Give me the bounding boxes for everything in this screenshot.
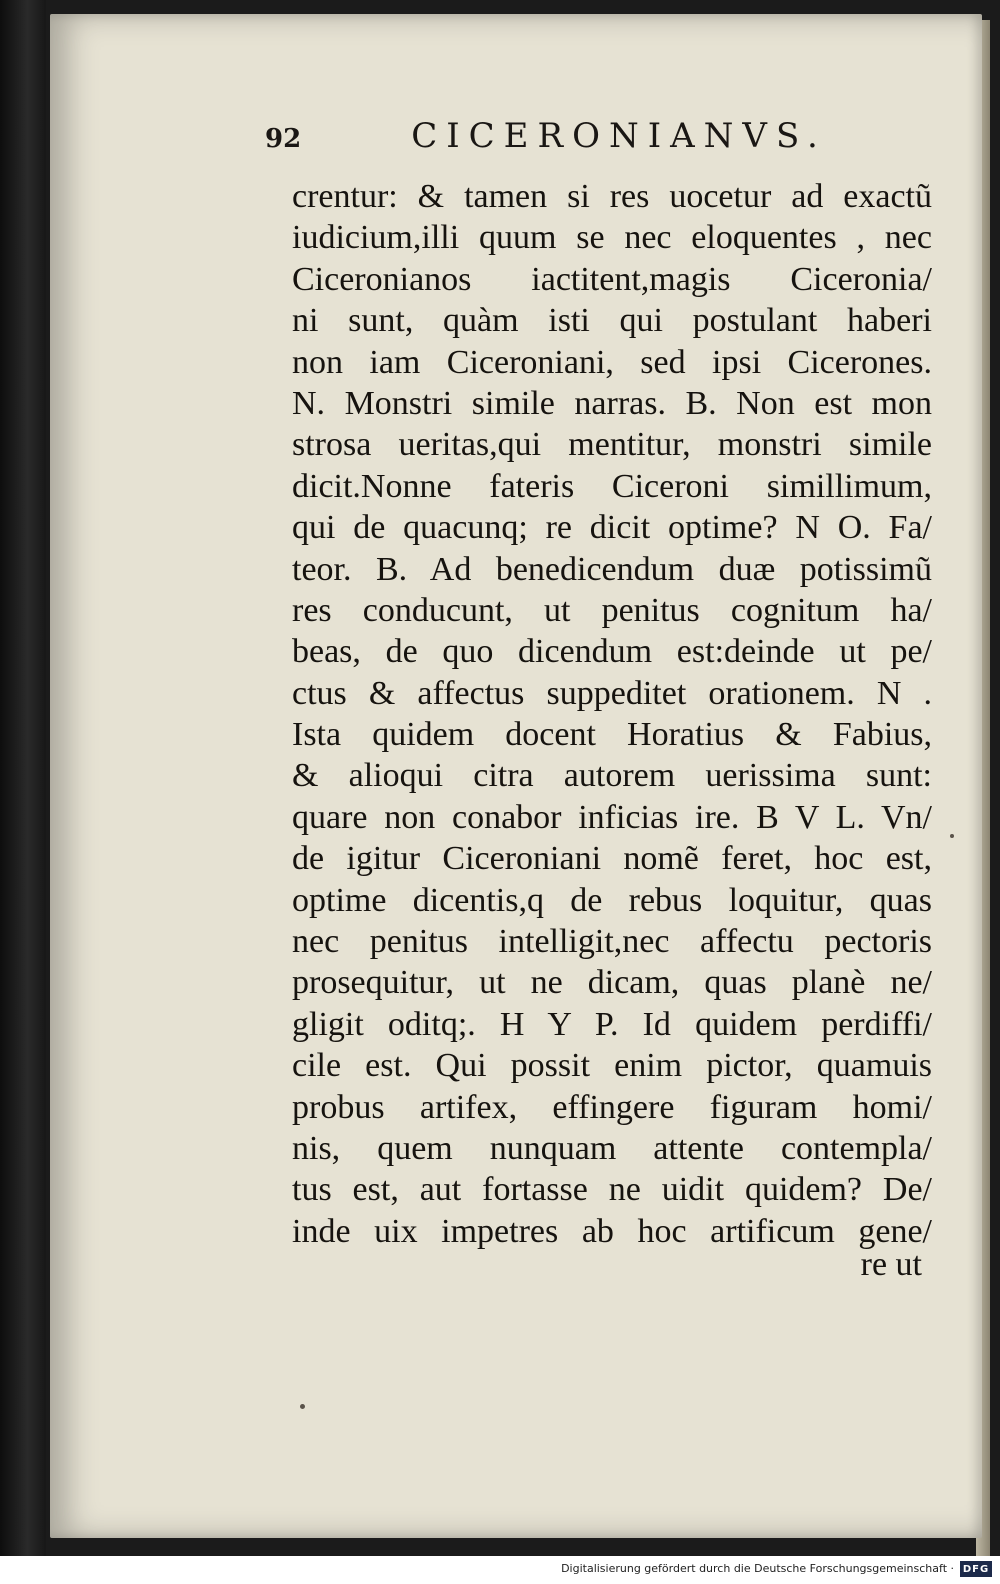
text-line: prosequitur, ut ne dicam, quas planè ne/ xyxy=(292,964,932,1002)
footer-bar xyxy=(0,1556,1000,1584)
ink-speck xyxy=(300,1404,305,1409)
book-binding xyxy=(0,0,46,1556)
text-line: de igitur Ciceroniani nomẽ feret, hoc est, xyxy=(292,840,932,878)
text-line: ctus & affectus suppeditet orationem. N . xyxy=(292,674,932,712)
text-line: ni sunt, quàm isti qui postulant haberi xyxy=(292,302,932,340)
text-line: gligit oditq;. H Y P. Id quidem perdiffi/ xyxy=(292,1005,932,1043)
page-number: 92 xyxy=(265,124,302,154)
text-line: dicit.Nonne fateris Ciceroni simillimum, xyxy=(292,467,932,505)
running-head xyxy=(265,116,905,166)
text-line: crentur: & tamen si res uocetur ad exactũ xyxy=(292,178,932,215)
text-line: iudicium,illi quum se nec eloquentes , nec xyxy=(292,219,932,257)
text-line: non iam Ciceroniani, sed ipsi Cicerones. xyxy=(292,343,932,381)
catchword: re ut xyxy=(860,1246,922,1283)
text-line: tus est, aut fortasse ne uidit quidem? De/ xyxy=(292,1171,932,1209)
text-line: N. Monstri simile narras. B. Non est mon xyxy=(292,384,932,422)
text-line: inde uix impetres ab hoc artificum gene/ xyxy=(292,1212,932,1250)
ink-speck xyxy=(950,834,954,838)
text-line: & alioqui citra autorem uerissima sunt: xyxy=(292,757,932,795)
text-line: strosa ueritas,qui mentitur, monstri simile xyxy=(292,426,932,464)
text-line: nec penitus intelligit,nec affectu pectoris xyxy=(292,923,932,961)
text-line: Ciceronianos iactitent,magis Ciceronia/ xyxy=(292,260,932,298)
text-line: probus artifex, effingere figuram homi/ xyxy=(292,1088,932,1126)
text-line: qui de quacunq; re dicit optime? N O. Fa/ xyxy=(292,509,932,547)
text-line: optime dicentis,q de rebus loquitur, quas xyxy=(292,881,932,919)
text-line: Ista quidem docent Horatius & Fabius, xyxy=(292,716,932,754)
body-text xyxy=(292,176,932,1252)
footer-credit: Digitalisierung gefördert durch die Deutsche Forschungsgemeinschaft · xyxy=(561,1562,954,1575)
text-line: res conducunt, ut penitus cognitum ha/ xyxy=(292,591,932,629)
text-line: nis, quem nunquam attente contempla/ xyxy=(292,1129,932,1167)
text-line: quare non conabor inficias ire. B V L. Vn/ xyxy=(292,798,932,836)
text-line: beas, de quo dicendum est:deinde ut pe/ xyxy=(292,633,932,671)
text-line: cile est. Qui possit enim pictor, quamuis xyxy=(292,1047,932,1085)
header-title: CICERONIANVS. xyxy=(411,116,827,156)
dfg-logo: DFG xyxy=(960,1561,992,1577)
text-line: teor. B. Ad benedicendum duæ potissimũ xyxy=(292,550,932,588)
